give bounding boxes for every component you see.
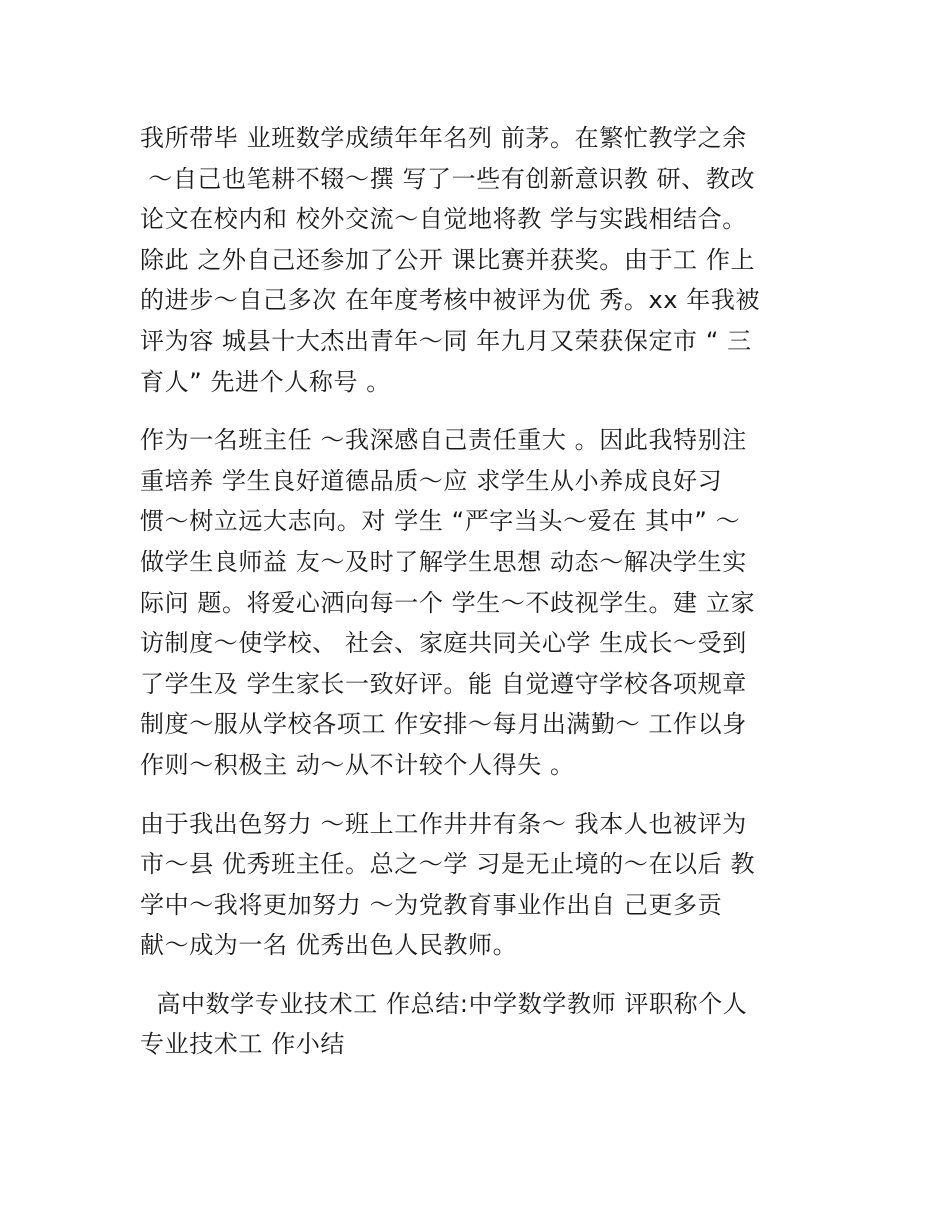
text-line: 专业技术工 作小结 xyxy=(140,1030,346,1059)
text-line: 我所带毕 业班数学成绩年年名列 前茅。在繁忙教学之余 xyxy=(140,124,747,152)
text-line: 学中～我将更加努力 ～为党教育事业作出自 己更多贡 xyxy=(140,890,723,919)
text-line: ～自己也笔耕不辍～撰 写了一些有创新意识教 研、教改 xyxy=(140,164,756,193)
text-line: 育人” 先进个人称号 。 xyxy=(140,367,391,396)
text-line: 做学生良师益 友～及时了解学生思想 动态～解决学生实 xyxy=(140,547,747,576)
document-page xyxy=(140,118,812,1065)
text-line: 惯～树立远大志向。对 学生 “严字当头～爱在 其中” ～ xyxy=(140,507,741,536)
text-line: 除此 之外自己还参加了公开 课比赛并获奖。由于工 作上 xyxy=(140,245,756,274)
text-line: 由于我出色努力 ～班上工作井井有条～ 我本人也被评为 xyxy=(140,809,747,838)
text-line: 了学生及 学生家长一致好评。能 自觉遵守学校各项规章 xyxy=(140,669,747,698)
text-line: 作则～积极主 动～从不计较个人得失 。 xyxy=(140,750,575,779)
text-line: 论文在校内和 校外交流～自觉地将教 学与实践相结合。 xyxy=(140,205,747,234)
text-line: 访制度～使学校、 社会、家庭共同关心学 生成长～受到 xyxy=(140,629,747,658)
text-line: 高中数学专业技术工 作总结:中学数学教师 评职称个人 xyxy=(140,989,748,1018)
text-line: 作为一名班主任 ～我深感自己责任重大 。因此我特别注 xyxy=(140,426,747,455)
text-line: 市～县 优秀班主任。总之～学 习是无止境的～在以后 教 xyxy=(140,850,756,879)
paragraph-conclusion xyxy=(140,804,812,966)
text-line: 重培养 学生良好道德品质～应 求学生从小养成良好习 xyxy=(140,466,723,495)
paragraph-spacer xyxy=(140,966,812,984)
paragraph-spacer xyxy=(140,786,812,804)
paragraph-achievements xyxy=(140,118,812,402)
text-line: 制度～服从学校各项工 作安排～每月出满勤～ 工作以身 xyxy=(140,710,747,739)
paragraph-class-teacher xyxy=(140,420,812,785)
text-line: 献～成为一名 优秀出色人民教师。 xyxy=(140,931,518,960)
text-line: 际问 题。将爱心洒向每一个 学生～不歧视学生。建 立家 xyxy=(140,588,756,617)
paragraph-spacer xyxy=(140,402,812,420)
paragraph-title xyxy=(140,984,812,1065)
text-line: 评为容 城县十大杰出青年～同 年九月又荣获保定市 “ 三 xyxy=(140,326,752,355)
text-line: 的进步～自己多次 在年度考核中被评为优 秀。xx 年我被 xyxy=(140,286,761,315)
